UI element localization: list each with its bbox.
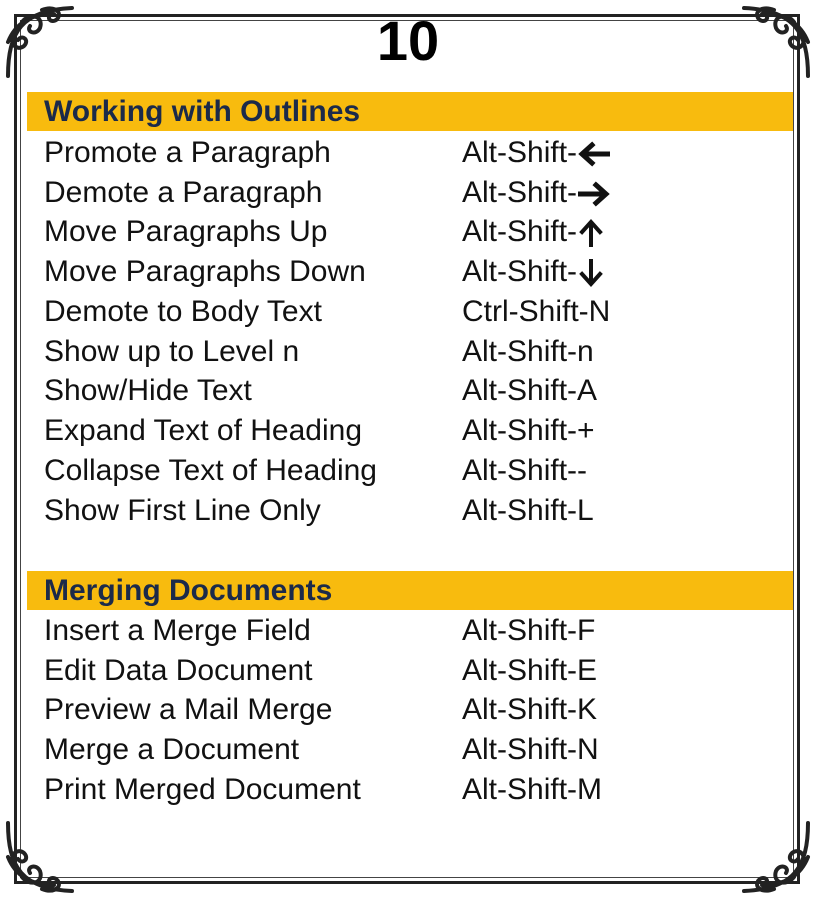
shortcut-row [44,612,784,652]
shortcut-keys: Alt-Shift-M [462,773,603,806]
shortcut-row [44,771,784,811]
shortcut-row [44,652,784,692]
shortcut-action: Show First Line Only [44,494,321,527]
shortcut-keys: Alt-Shift- [462,174,610,212]
corner-ornament-icon [724,817,814,897]
shortcut-keys: Alt-Shift-K [462,693,598,726]
shortcut-keys: Alt-Shift-A [462,374,598,407]
shortcut-keys: Alt-Shift-L [462,494,594,527]
shortcut-row [44,174,784,214]
shortcut-row [44,333,784,373]
shortcut-action: Merge a Document [44,733,300,766]
shortcut-action: Expand Text of Heading [44,414,363,447]
shortcut-action: Preview a Mail Merge [44,693,333,726]
shortcut-action: Demote a Paragraph [44,176,323,209]
shortcut-row [44,253,784,293]
up-arrow-icon [578,219,604,247]
shortcut-keys: Ctrl-Shift-N [462,295,611,328]
shortcut-action: Move Paragraphs Down [44,255,366,288]
shortcut-row [44,492,784,532]
shortcut-action: Show up to Level n [44,335,300,368]
shortcut-keys: Alt-Shift-n [462,335,594,368]
corner-ornament-icon [2,817,92,897]
section-header-outlines [27,92,793,131]
shortcut-row [44,213,784,253]
right-arrow-icon [578,181,610,207]
shortcut-row [44,134,784,174]
shortcut-keys: Alt-Shift- [462,134,610,172]
shortcut-action: Move Paragraphs Up [44,215,328,248]
shortcut-row [44,731,784,771]
down-arrow-icon [578,259,604,287]
left-arrow-icon [578,141,610,167]
section-title: Merging Documents [44,574,333,607]
shortcut-row [44,691,784,731]
shortcut-action: Promote a Paragraph [44,136,331,169]
shortcut-action: Insert a Merge Field [44,614,311,647]
shortcut-keys: Alt-Shift-F [462,614,596,647]
shortcut-keys: Alt-Shift-N [462,733,599,766]
shortcut-action: Edit Data Document [44,654,313,687]
shortcut-keys: Alt-Shift-E [462,654,598,687]
section-title: Working with Outlines [44,95,361,128]
shortcut-action: Show/Hide Text [44,374,252,407]
shortcut-row [44,372,784,412]
shortcut-row [44,293,784,333]
shortcut-action: Demote to Body Text [44,295,322,328]
shortcut-keys: Alt-Shift-- [462,454,588,487]
shortcut-row [44,412,784,452]
page-number: 10 [376,9,440,72]
shortcut-keys: Alt-Shift- [462,213,604,251]
shortcut-keys: Alt-Shift-+ [462,414,595,447]
shortcut-action: Print Merged Document [44,773,361,806]
section-header-merging [27,571,793,610]
shortcut-keys: Alt-Shift- [462,253,604,291]
shortcut-row [44,452,784,492]
shortcut-action: Collapse Text of Heading [44,454,377,487]
